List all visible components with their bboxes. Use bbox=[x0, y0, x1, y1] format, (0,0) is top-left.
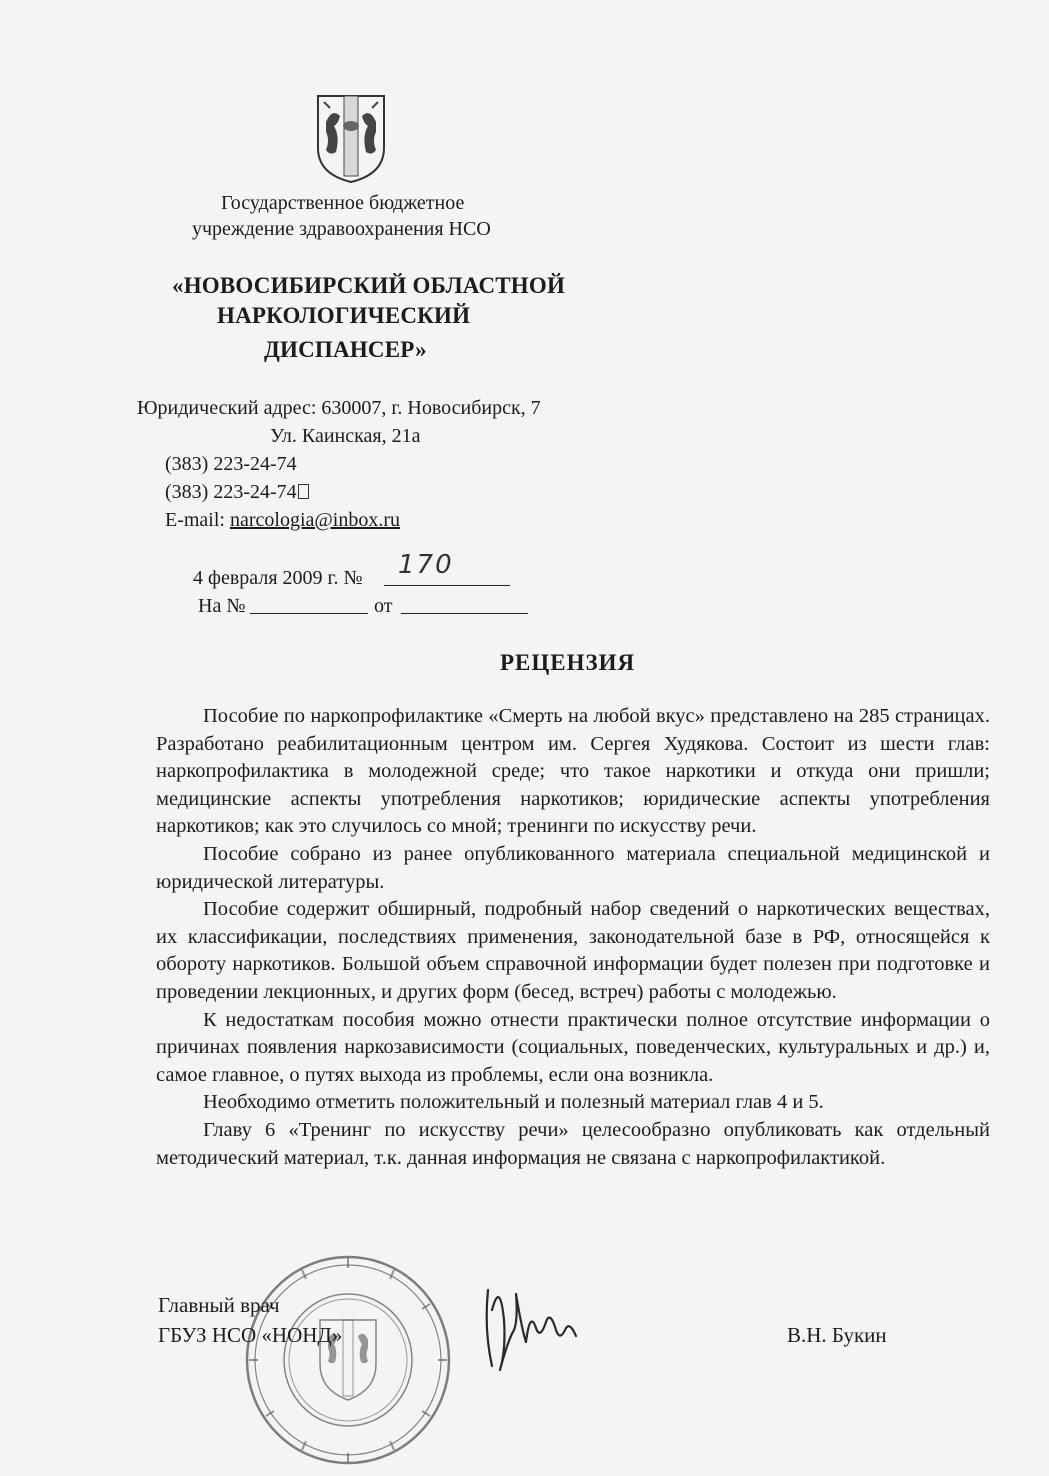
email-link[interactable]: narcologia@inbox.ru bbox=[229, 509, 401, 531]
org-name-line2: НАРКОЛОГИЧЕСКИЙ bbox=[217, 303, 471, 328]
handwritten-signature-icon bbox=[478, 1270, 588, 1380]
coat-of-arms-icon bbox=[314, 92, 388, 184]
handwritten-number: 170 bbox=[398, 550, 454, 580]
paragraph-2: Пособие собрано из ранее опубликованного материала специальной медицинской и юридической литературы. bbox=[156, 842, 990, 893]
ref-from-label: от bbox=[374, 595, 393, 617]
paragraph-3: Пособие содержит обширный, подробный набор сведений о наркотических веществах, их классификации, последствиях применения, законодательной базе в РФ, относящейся к обороту наркотиков. Большой объем справочной информации будет полезен при подготовке и проведении лекционных, и других форм (бесед, встреч) работы с молодежью. bbox=[156, 898, 990, 1003]
paragraph-1: Пособие по наркопрофилактике «Смерть на любой вкус» представлено на 285 страницах. Разработано реабилитационным центром им. Сергея Худякова. Состоит из шести глав: наркопрофилактика в молодежной среде; что такое наркотики и откуда они пришли; медицинские аспекты употребления наркотиков; юридические аспекты употребления наркотиков; как это случилось со мной; тренинги по искусству речи. bbox=[156, 705, 990, 838]
ref-number-label: На № bbox=[198, 595, 246, 617]
org-type-line2: учреждение здравоохранения НСО bbox=[192, 218, 491, 240]
email-label: E-mail: bbox=[165, 509, 230, 531]
document-title: РЕЦЕНЗИЯ bbox=[500, 650, 636, 675]
legal-address: Юридический адрес: 630007, г. Новосибирск, 7 bbox=[137, 397, 541, 419]
number-underline bbox=[384, 585, 510, 586]
phone-2: (383) 223-24-74 bbox=[165, 478, 309, 506]
org-name-line3: ДИСПАНСЕР» bbox=[264, 337, 427, 362]
official-seal-icon bbox=[244, 1254, 452, 1466]
phone-1: (383) 223-24-74 bbox=[165, 453, 297, 475]
paragraph-6: Главу 6 «Тренинг по искусству речи» целесообразно опубликовать как отдельный методический материал, т.к. данная информация не связана с наркопрофилактикой. bbox=[156, 1118, 990, 1169]
street-address: Ул. Каинская, 21а bbox=[270, 425, 421, 447]
doc-date-number: 4 февраля 2009 г. № bbox=[193, 567, 363, 589]
signer-position-line1: Главный врач bbox=[158, 1293, 280, 1317]
signer-name: В.Н. Букин bbox=[787, 1323, 887, 1347]
email-line bbox=[165, 506, 400, 534]
org-name-line1: «НОВОСИБИРСКИЙ ОБЛАСТНОЙ bbox=[172, 273, 566, 298]
paragraph-4: К недостаткам пособия можно отнести практически полное отсутствие информации о причинах появления наркозависимости (социальных, поведенческих, культуральных и др.) и, самое главное, о путях выхода из проблемы, если она возникла. bbox=[156, 1008, 990, 1086]
paragraph-5: Необходимо отметить положительный и полезный материал глав 4 и 5. bbox=[203, 1091, 824, 1114]
ref-number-underline bbox=[250, 613, 368, 614]
ref-from-underline bbox=[401, 613, 528, 614]
org-type-line1: Государственное бюджетное bbox=[221, 192, 465, 214]
signer-position-line2: ГБУЗ НСО «НОНД» bbox=[158, 1323, 343, 1347]
review-body bbox=[156, 703, 990, 1172]
